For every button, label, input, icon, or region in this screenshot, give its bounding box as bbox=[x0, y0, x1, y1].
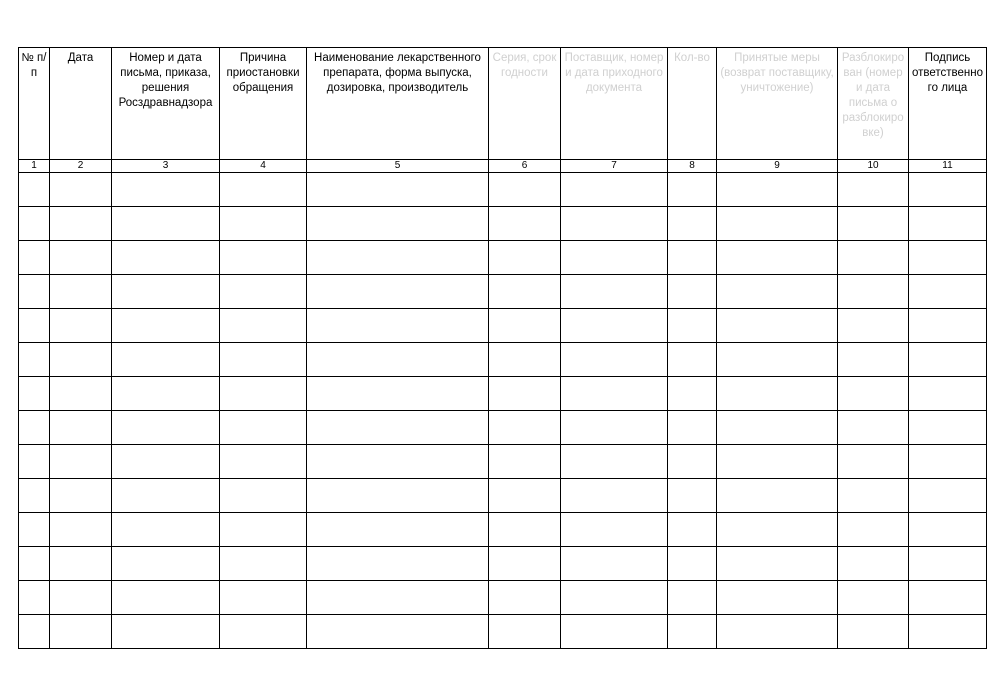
empty-cell[interactable] bbox=[50, 241, 112, 275]
empty-cell[interactable] bbox=[909, 411, 987, 445]
empty-cell[interactable] bbox=[838, 207, 909, 241]
empty-cell[interactable] bbox=[220, 581, 307, 615]
column-number: 3 bbox=[112, 160, 220, 173]
empty-cell[interactable] bbox=[717, 173, 838, 207]
header-label: Кол-во bbox=[674, 52, 710, 64]
empty-cell[interactable] bbox=[307, 411, 489, 445]
empty-cell[interactable] bbox=[717, 309, 838, 343]
header-cell-letter bbox=[112, 48, 220, 160]
empty-cell[interactable] bbox=[838, 343, 909, 377]
empty-cell[interactable] bbox=[307, 207, 489, 241]
empty-cell[interactable] bbox=[489, 445, 561, 479]
empty-cell[interactable] bbox=[838, 581, 909, 615]
header-cell-date bbox=[50, 48, 112, 160]
table-row bbox=[19, 173, 987, 207]
empty-cell[interactable] bbox=[307, 377, 489, 411]
empty-cell[interactable] bbox=[489, 513, 561, 547]
empty-cell[interactable] bbox=[19, 377, 50, 411]
empty-cell[interactable] bbox=[717, 547, 838, 581]
empty-cell[interactable] bbox=[220, 343, 307, 377]
empty-cell[interactable] bbox=[717, 207, 838, 241]
column-number: 1 bbox=[19, 160, 50, 173]
empty-cell[interactable] bbox=[489, 547, 561, 581]
empty-cell[interactable] bbox=[489, 615, 561, 649]
empty-cell[interactable] bbox=[112, 377, 220, 411]
table-row bbox=[19, 581, 987, 615]
header-label: Серия, срок годности bbox=[492, 52, 557, 79]
empty-cell[interactable] bbox=[50, 581, 112, 615]
empty-cell[interactable] bbox=[717, 581, 838, 615]
empty-cell[interactable] bbox=[668, 207, 717, 241]
empty-cell[interactable] bbox=[50, 479, 112, 513]
empty-cell[interactable] bbox=[838, 309, 909, 343]
empty-cell[interactable] bbox=[717, 241, 838, 275]
table-row bbox=[19, 309, 987, 343]
column-number: 2 bbox=[50, 160, 112, 173]
header-cell-supplier bbox=[561, 48, 668, 160]
empty-cell[interactable] bbox=[561, 479, 668, 513]
empty-cell[interactable] bbox=[307, 547, 489, 581]
empty-cell[interactable] bbox=[561, 207, 668, 241]
header-label: Номер и дата письма, приказа, решения Росздравнадзора bbox=[118, 52, 213, 109]
empty-cell[interactable] bbox=[561, 173, 668, 207]
header-label: Наименование лекарственного препарата, форма выпуска, дозировка, производитель bbox=[314, 52, 481, 94]
table-row bbox=[19, 241, 987, 275]
empty-cell[interactable] bbox=[50, 275, 112, 309]
empty-cell[interactable] bbox=[19, 479, 50, 513]
header-cell-quantity bbox=[668, 48, 717, 160]
empty-cell[interactable] bbox=[489, 207, 561, 241]
empty-cell[interactable] bbox=[668, 241, 717, 275]
table-row bbox=[19, 615, 987, 649]
empty-cell[interactable] bbox=[220, 411, 307, 445]
empty-cell[interactable] bbox=[909, 581, 987, 615]
empty-cell[interactable] bbox=[561, 241, 668, 275]
header-cell-series bbox=[489, 48, 561, 160]
header-label: Поставщик, номер и дата приходного документа bbox=[564, 52, 664, 94]
empty-cell[interactable] bbox=[717, 377, 838, 411]
empty-cell[interactable] bbox=[838, 241, 909, 275]
empty-cell[interactable] bbox=[112, 275, 220, 309]
empty-cell[interactable] bbox=[50, 343, 112, 377]
column-number: 11 bbox=[909, 160, 987, 173]
table-row bbox=[19, 445, 987, 479]
empty-cell[interactable] bbox=[909, 207, 987, 241]
empty-cell[interactable] bbox=[717, 479, 838, 513]
empty-cell[interactable] bbox=[668, 445, 717, 479]
column-number: 10 bbox=[838, 160, 909, 173]
empty-cell[interactable] bbox=[50, 547, 112, 581]
empty-cell[interactable] bbox=[909, 479, 987, 513]
empty-cell[interactable] bbox=[50, 411, 112, 445]
empty-cell[interactable] bbox=[561, 275, 668, 309]
header-row bbox=[19, 48, 987, 160]
empty-cell[interactable] bbox=[668, 513, 717, 547]
header-cell-signature bbox=[909, 48, 987, 160]
empty-cell[interactable] bbox=[220, 309, 307, 343]
empty-cell[interactable] bbox=[909, 173, 987, 207]
empty-cell[interactable] bbox=[909, 547, 987, 581]
header-cell-drug-name bbox=[307, 48, 489, 160]
empty-cell[interactable] bbox=[489, 479, 561, 513]
header-cell-unblocked bbox=[838, 48, 909, 160]
empty-cell[interactable] bbox=[838, 377, 909, 411]
empty-cell[interactable] bbox=[50, 207, 112, 241]
empty-cell[interactable] bbox=[19, 445, 50, 479]
header-label: Дата bbox=[67, 52, 94, 64]
empty-cell[interactable] bbox=[50, 513, 112, 547]
column-number: 8 bbox=[668, 160, 717, 173]
empty-cell[interactable] bbox=[489, 275, 561, 309]
empty-cell[interactable] bbox=[19, 581, 50, 615]
table-row bbox=[19, 207, 987, 241]
empty-cell[interactable] bbox=[489, 173, 561, 207]
header-cell-number bbox=[19, 48, 50, 160]
empty-cell[interactable] bbox=[220, 241, 307, 275]
empty-cell[interactable] bbox=[489, 411, 561, 445]
journal-table bbox=[18, 47, 987, 649]
empty-cell[interactable] bbox=[50, 377, 112, 411]
empty-cell[interactable] bbox=[50, 173, 112, 207]
empty-cell[interactable] bbox=[489, 581, 561, 615]
empty-cell[interactable] bbox=[220, 445, 307, 479]
empty-cell[interactable] bbox=[307, 479, 489, 513]
empty-cell[interactable] bbox=[220, 615, 307, 649]
empty-cell[interactable] bbox=[489, 343, 561, 377]
empty-cell[interactable] bbox=[489, 241, 561, 275]
empty-cell[interactable] bbox=[19, 343, 50, 377]
empty-cell[interactable] bbox=[307, 343, 489, 377]
column-number: 7 bbox=[561, 160, 668, 173]
empty-cell[interactable] bbox=[112, 547, 220, 581]
empty-cell[interactable] bbox=[19, 513, 50, 547]
empty-cell[interactable] bbox=[668, 479, 717, 513]
empty-cell[interactable] bbox=[717, 445, 838, 479]
empty-cell[interactable] bbox=[717, 411, 838, 445]
empty-cell[interactable] bbox=[307, 275, 489, 309]
empty-cell[interactable] bbox=[909, 377, 987, 411]
empty-cell[interactable] bbox=[19, 547, 50, 581]
empty-cell[interactable] bbox=[838, 615, 909, 649]
header-label: № п/п bbox=[21, 52, 47, 79]
empty-cell[interactable] bbox=[112, 411, 220, 445]
empty-cell[interactable] bbox=[561, 615, 668, 649]
header-label: Разблокирован (номер и дата письма о разблокировке) bbox=[841, 52, 905, 139]
empty-cell[interactable] bbox=[307, 445, 489, 479]
empty-cell[interactable] bbox=[220, 207, 307, 241]
column-number: 9 bbox=[717, 160, 838, 173]
empty-cell[interactable] bbox=[668, 411, 717, 445]
empty-cell[interactable] bbox=[220, 479, 307, 513]
empty-cell[interactable] bbox=[19, 615, 50, 649]
empty-cell[interactable] bbox=[668, 309, 717, 343]
empty-cell[interactable] bbox=[220, 547, 307, 581]
empty-cell[interactable] bbox=[112, 207, 220, 241]
empty-cell[interactable] bbox=[838, 275, 909, 309]
empty-cell[interactable] bbox=[909, 615, 987, 649]
empty-cell[interactable] bbox=[668, 173, 717, 207]
empty-cell[interactable] bbox=[19, 241, 50, 275]
empty-cell[interactable] bbox=[220, 377, 307, 411]
empty-cell[interactable] bbox=[561, 547, 668, 581]
empty-cell[interactable] bbox=[489, 309, 561, 343]
journal-body bbox=[19, 173, 987, 649]
empty-cell[interactable] bbox=[489, 377, 561, 411]
column-number: 4 bbox=[220, 160, 307, 173]
empty-cell[interactable] bbox=[50, 309, 112, 343]
empty-cell[interactable] bbox=[112, 309, 220, 343]
empty-cell[interactable] bbox=[307, 309, 489, 343]
empty-cell[interactable] bbox=[668, 581, 717, 615]
empty-cell[interactable] bbox=[561, 513, 668, 547]
empty-cell[interactable] bbox=[668, 377, 717, 411]
empty-cell[interactable] bbox=[112, 343, 220, 377]
column-number: 5 bbox=[307, 160, 489, 173]
empty-cell[interactable] bbox=[307, 615, 489, 649]
empty-cell[interactable] bbox=[561, 581, 668, 615]
empty-cell[interactable] bbox=[561, 343, 668, 377]
header-cell-reason bbox=[220, 48, 307, 160]
empty-cell[interactable] bbox=[909, 241, 987, 275]
table-row bbox=[19, 547, 987, 581]
table-row bbox=[19, 479, 987, 513]
empty-cell[interactable] bbox=[717, 343, 838, 377]
empty-cell[interactable] bbox=[19, 275, 50, 309]
empty-cell[interactable] bbox=[909, 275, 987, 309]
empty-cell[interactable] bbox=[307, 581, 489, 615]
empty-cell[interactable] bbox=[112, 241, 220, 275]
empty-cell[interactable] bbox=[838, 411, 909, 445]
empty-cell[interactable] bbox=[561, 377, 668, 411]
column-number-row bbox=[19, 160, 987, 173]
empty-cell[interactable] bbox=[50, 445, 112, 479]
empty-cell[interactable] bbox=[717, 615, 838, 649]
empty-cell[interactable] bbox=[112, 445, 220, 479]
empty-cell[interactable] bbox=[909, 309, 987, 343]
empty-cell[interactable] bbox=[307, 173, 489, 207]
empty-cell[interactable] bbox=[838, 173, 909, 207]
header-cell-measures bbox=[717, 48, 838, 160]
empty-cell[interactable] bbox=[909, 445, 987, 479]
empty-cell[interactable] bbox=[838, 445, 909, 479]
empty-cell[interactable] bbox=[717, 513, 838, 547]
empty-cell[interactable] bbox=[561, 445, 668, 479]
empty-cell[interactable] bbox=[112, 513, 220, 547]
header-label: Подпись ответственного лица bbox=[911, 52, 984, 94]
empty-cell[interactable] bbox=[838, 547, 909, 581]
empty-cell[interactable] bbox=[909, 343, 987, 377]
empty-cell[interactable] bbox=[717, 275, 838, 309]
empty-cell[interactable] bbox=[112, 173, 220, 207]
empty-cell[interactable] bbox=[112, 581, 220, 615]
empty-cell[interactable] bbox=[19, 207, 50, 241]
empty-cell[interactable] bbox=[838, 479, 909, 513]
empty-cell[interactable] bbox=[50, 615, 112, 649]
header-label: Принятые меры (возврат поставщику, уничтожение) bbox=[720, 52, 834, 94]
empty-cell[interactable] bbox=[112, 615, 220, 649]
empty-cell[interactable] bbox=[19, 173, 50, 207]
empty-cell[interactable] bbox=[668, 343, 717, 377]
empty-cell[interactable] bbox=[307, 513, 489, 547]
empty-cell[interactable] bbox=[220, 275, 307, 309]
empty-cell[interactable] bbox=[19, 411, 50, 445]
empty-cell[interactable] bbox=[561, 411, 668, 445]
empty-cell[interactable] bbox=[220, 513, 307, 547]
empty-cell[interactable] bbox=[668, 547, 717, 581]
table-row bbox=[19, 513, 987, 547]
empty-cell[interactable] bbox=[838, 513, 909, 547]
empty-cell[interactable] bbox=[668, 615, 717, 649]
table-row bbox=[19, 411, 987, 445]
table-row bbox=[19, 343, 987, 377]
column-number: 6 bbox=[489, 160, 561, 173]
table-row bbox=[19, 377, 987, 411]
empty-cell[interactable] bbox=[112, 479, 220, 513]
empty-cell[interactable] bbox=[220, 173, 307, 207]
table-row bbox=[19, 275, 987, 309]
empty-cell[interactable] bbox=[307, 241, 489, 275]
empty-cell[interactable] bbox=[19, 309, 50, 343]
empty-cell[interactable] bbox=[668, 275, 717, 309]
header-label: Причина приостановки обращения bbox=[226, 52, 300, 94]
empty-cell[interactable] bbox=[561, 309, 668, 343]
empty-cell[interactable] bbox=[909, 513, 987, 547]
